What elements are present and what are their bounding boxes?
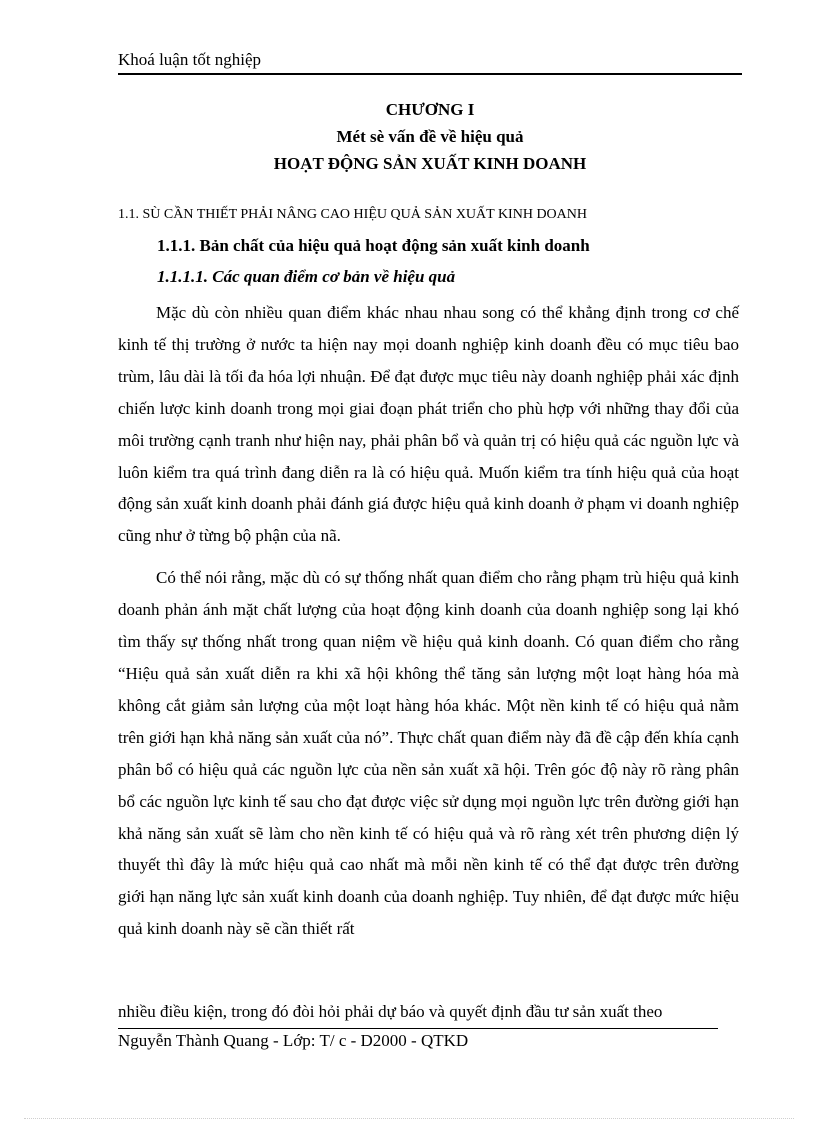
- chapter-subtitle: Mét sè vấn đề về hiệu quả: [336, 127, 524, 146]
- section-heading: 1.1. SÙ CẦN THIẾT PHẢI NÂNG CAO HIỆU QUẢ SẢN XUẤT KINH DOANH: [118, 207, 587, 222]
- paragraph-2: Có thể nói rằng, mặc dù có sự thống nhất quan điểm cho rằng phạm trù hiệu quả kinh doanh phản ánh mặt chất lượng của hoạt động kinh doanh của doanh nghiệp song lại khó tìm thấy sự thống nhất trong quan niệm về hiệu quả kinh doanh. Có quan điểm cho rằng “Hiệu quả sản xuất diễn ra khi xã hội không thể tăng sản lượng một loạt hàng hóa mà không cắt giảm sản lượng của một loạt hàng hóa khác. Một nền kinh tế có hiệu quả nằm trên giới hạn khả năng sản xuất của nó”. Thực chất quan điểm này đã đề cập đến khía cạnh phân bổ có hiệu quả các nguồn lực của nền sản xuất xã hội. Trên góc độ này rõ ràng phân bổ các nguồn lực kinh tế sau cho đạt được việc sử dụng mọi nguồn lực trên đường giới hạn khả năng sản xuất sẽ làm cho nền kinh tế có hiệu quả và rõ ràng xét trên phương diện lý thuyết thì đây là mức hiệu quả cao nhất mà mỗi nền kinh tế có thể đạt được trên đường giới hạn năng lực sản xuất kinh doanh của doanh nghiệp. Tuy nhiên, để đạt được mức hiệu quả kinh doanh này sẽ cần thiết rất: [118, 568, 739, 939]
- page-edge-divider: [24, 1118, 794, 1119]
- page-header: Khoá luận tốt nghiệp: [118, 50, 742, 75]
- body-text: [118, 297, 739, 945]
- chapter-title: HOẠT ĐỘNG SẢN XUẤT KINH DOANH: [273, 154, 587, 173]
- footer-divider: [118, 1028, 718, 1029]
- paragraph-1: Mặc dù còn nhiều quan điểm khác nhau nhau song có thể khẳng định trong cơ chế kinh tế thị trường ở nước ta hiện nay mọi doanh nghiệp kinh doanh đều có mục tiêu bao trùm, lâu dài là tối đa hóa lợi nhuận. Để đạt được mục tiêu này doanh nghiệp phải xác định chiến lược kinh doanh trong mọi giai đoạn phát triển cho phù hợp với những thay đổi của môi trường cạnh tranh như hiện nay, phải phân bổ và quản trị có hiệu quả các nguồn lực và luôn kiểm tra quá trình đang diễn ra là có hiệu quả. Muốn kiểm tra tính hiệu quả của hoạt động sản xuất kinh doanh phải đánh giá được hiệu quả kinh doanh ở phạm vi doanh nghiệp cũng như ở từng bộ phận của nã.: [118, 303, 739, 546]
- page-footer: Nguyễn Thành Quang - Lớp: T/ c - D2000 - QTKD: [118, 1031, 469, 1050]
- chapter-heading: [118, 96, 742, 177]
- subsection-heading: 1.1.1. Bản chất của hiệu quả hoạt động sản xuất kinh doanh: [157, 236, 590, 255]
- subsubsection-heading: 1.1.1.1. Các quan điểm cơ bản về hiệu quả: [157, 267, 456, 286]
- last-line: nhiều điều kiện, trong đó đòi hỏi phải dự báo và quyết định đầu tư sản xuất theo: [118, 1002, 663, 1021]
- chapter-number: CHƯƠNG I: [385, 100, 475, 119]
